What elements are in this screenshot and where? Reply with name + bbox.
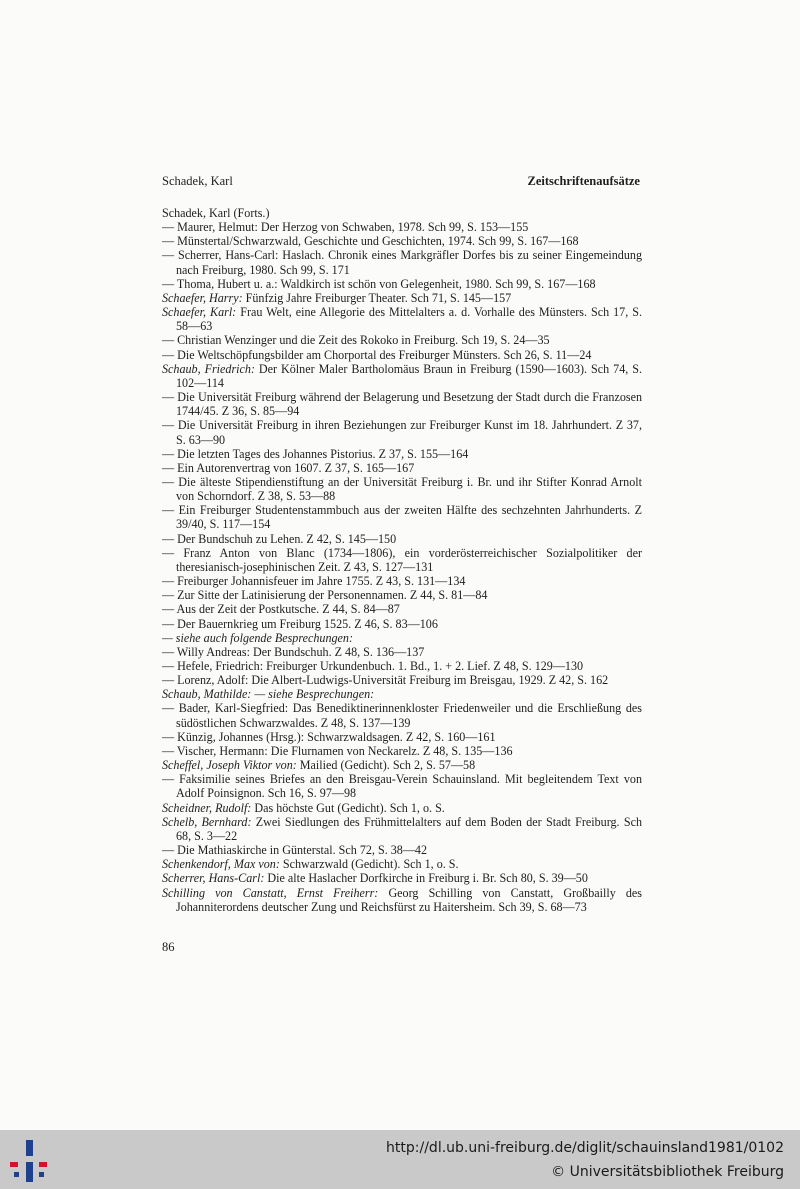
bibliography-entry (162, 701, 642, 729)
entry-text: — Thoma, Hubert u. a.: Waldkirch ist schön von Gelegenheit, 1980. Sch 99, S. 167—168 (162, 276, 596, 291)
entry-text: — Die Universität Freiburg während der Belagerung und Besetzung der Stadt durch die Franzosen 1744/45. Z 36, S. 85—94 (162, 390, 642, 419)
entry-author: Schaub, Mathilde: — siehe Besprechungen: (162, 687, 375, 702)
entry-text: — Bader, Karl-Siegfried: Das Benediktinerinnenkloster Friedenweiler und die Erschließung des südöstlichen Schwarzwaldes. Z 48, S. 137—139 (162, 701, 642, 730)
entry-text: Zwei Siedlungen des Frühmittelalters auf dem Boden der Stadt Freiburg. Sch 68, S. 3—22 (176, 814, 642, 843)
entry-text: — Franz Anton von Blanc (1734—1806), ein vorderösterreichischer Sozialpolitiker der theresianisch-josephinischen Zeit. Z 43, S. 127—131 (162, 545, 642, 574)
entry-text: — Die Weltschöpfungsbilder am Chorportal des Freiburger Münsters. Sch 26, S. 11—24 (162, 347, 592, 362)
bibliography-entry (162, 815, 642, 843)
running-head-right: Zeitschriftenaufsätze (527, 174, 640, 188)
bibliography-entry (162, 390, 642, 418)
entry-text: Schadek, Karl (Forts.) (162, 206, 270, 220)
entry-text: — Der Bauernkrieg um Freiburg 1525. Z 46, S. 83—106 (162, 616, 438, 631)
entry-text: — Aus der Zeit der Postkutsche. Z 44, S. 84—87 (162, 602, 400, 617)
entry-text: — Faksimilie seines Briefes an den Breisgau-Verein Schauinsland. Mit begleitendem Text von Adolf Poinsignon. Sch 16, S. 97—98 (162, 772, 642, 801)
bibliography-entry (162, 305, 642, 333)
entry-text: — Maurer, Helmut: Der Herzog von Schwaben, 1978. Sch 99, S. 153—155 (162, 220, 529, 235)
bibliography-entry (162, 801, 642, 815)
entry-author: Schenkendorf, Max von: (162, 857, 280, 872)
bibliography-entry (162, 503, 642, 531)
bibliography-entry (162, 574, 642, 588)
entry-text: Mailied (Gedicht). Sch 2, S. 57—58 (296, 758, 476, 773)
entry-text: Die alte Haslacher Dorfkirche in Freiburg i. Br. Sch 80, S. 39—50 (264, 871, 588, 886)
entry-author: Schilling von Canstatt, Ernst Freiherr: (162, 885, 379, 900)
copyright-text: © Universitätsbibliothek Freiburg (551, 1164, 784, 1180)
entry-text: — Münstertal/Schwarzwald, Geschichte und Geschichten, 1974. Sch 99, S. 167—168 (162, 234, 579, 249)
bibliography-entry (162, 348, 642, 362)
bibliography-entry (162, 602, 642, 616)
bibliography-entry (162, 617, 642, 631)
bibliography-entry (162, 843, 642, 857)
bibliography-entry (162, 220, 642, 234)
entry-text: — Christian Wenzinger und die Zeit des Rokoko in Freiburg. Sch 19, S. 24—35 (162, 333, 550, 348)
entry-author: Scheffel, Joseph Viktor von: (162, 758, 297, 773)
bibliography-entry (162, 546, 642, 574)
bibliography-entry (162, 475, 642, 503)
entry-text: Schwarzwald (Gedicht). Sch 1, o. S. (279, 857, 459, 872)
entry-text: — Die letzten Tages des Johannes Pistorius. Z 37, S. 155—164 (162, 446, 469, 461)
entry-text: — Lorenz, Adolf: Die Albert-Ludwigs-Universität Freiburg im Breisgau, 1929. Z 42, S. 162 (162, 673, 609, 688)
entry-text: — Vischer, Hermann: Die Flurnamen von Neckarelz. Z 48, S. 135—136 (162, 743, 513, 758)
entry-author: Schaub, Friedrich: (162, 361, 255, 376)
entry-text: Frau Welt, eine Allegorie des Mittelalters a. d. Vorhalle des Münsters. Sch 17, S. 58—63 (176, 305, 642, 334)
bibliography-entry (162, 532, 642, 546)
source-url-link[interactable]: http://dl.ub.uni-freiburg.de/diglit/schauinsland1981/0102 (386, 1140, 784, 1156)
entry-author: — siehe auch folgende Besprechungen: (162, 630, 353, 645)
entry-text: — Freiburger Johannisfeuer im Jahre 1755. Z 43, S. 131—134 (162, 574, 466, 589)
bibliography-entry (162, 631, 642, 645)
bibliography-entry (162, 645, 642, 659)
entry-text: Georg Schilling von Canstatt, Großbailly des Johanniterordens deutscher Zung und Reichsfürst zu Haitersheim. Sch 39, S. 68—73 (176, 885, 642, 914)
entry-text: — Scherrer, Hans-Carl: Haslach. Chronik eines Markgräfler Dorfes bis zu seiner Eingemeindung nach Freiburg, 1980. Sch 99, S. 171 (162, 248, 642, 277)
bibliography-entry (162, 291, 642, 305)
bibliography-entry (162, 730, 642, 744)
entry-text: — Willy Andreas: Der Bundschuh. Z 48, S. 136—137 (162, 644, 425, 659)
bibliography-entry (162, 673, 642, 687)
library-logo-icon (10, 1140, 50, 1182)
entry-author: Scherrer, Hans-Carl: (162, 871, 265, 886)
bibliography-list (162, 206, 642, 914)
running-head-left: Schadek, Karl (162, 174, 233, 188)
bibliography-entry (162, 234, 642, 248)
entry-text: — Die Mathiaskirche in Günterstal. Sch 72, S. 38—42 (162, 843, 428, 858)
bibliography-entry (162, 461, 642, 475)
bibliography-entry (162, 418, 642, 446)
footer-bar (0, 1130, 800, 1189)
bibliography-entry (162, 687, 642, 701)
entry-text: — Die älteste Stipendienstiftung an der Universität Freiburg i. Br. und ihr Stifter Konrad Arnolt von Schorndorf. Z 38, S. 53—88 (162, 474, 642, 504)
entry-text: — Zur Sitte der Latinisierung der Personennamen. Z 44, S. 81—84 (162, 588, 488, 603)
entry-text: — Ein Freiburger Studentenstammbuch aus der zweiten Hälfte des sechzehnten Jahrhunderts. Z 39/40, S. 117—154 (162, 503, 642, 532)
bibliography-entry (162, 758, 642, 772)
bibliography-entry (162, 206, 642, 220)
entry-author: Scheidner, Rudolf: (162, 800, 252, 815)
page-number: 86 (162, 940, 175, 954)
entry-text: — Künzig, Johannes (Hrsg.): Schwarzwaldsagen. Z 42, S. 160—161 (162, 729, 496, 744)
bibliography-entry (162, 744, 642, 758)
bibliography-entry (162, 447, 642, 461)
entry-text: Der Kölner Maler Bartholomäus Braun in Freiburg (1590—1603). Sch 74, S. 102—114 (176, 361, 642, 390)
bibliography-entry (162, 362, 642, 390)
bibliography-entry (162, 857, 642, 871)
bibliography-entry (162, 886, 642, 914)
entry-text: — Ein Autorenvertrag von 1607. Z 37, S. 165—167 (162, 460, 415, 475)
bibliography-entry (162, 871, 642, 885)
entry-text: — Die Universität Freiburg in ihren Beziehungen zur Freiburger Kunst im 18. Jahrhundert. Z 37, S. 63—90 (162, 418, 642, 447)
bibliography-entry (162, 248, 642, 276)
bibliography-entry (162, 772, 642, 800)
entry-text: Das höchste Gut (Gedicht). Sch 1, o. S. (251, 800, 445, 815)
entry-text: — Der Bundschuh zu Lehen. Z 42, S. 145—150 (162, 531, 397, 546)
entry-author: Schaefer, Karl: (162, 305, 237, 320)
entry-text: — Hefele, Friedrich: Freiburger Urkundenbuch. 1. Bd., 1. + 2. Lief. Z 48, S. 129—130 (162, 659, 584, 673)
entry-text: Fünfzig Jahre Freiburger Theater. Sch 71, S. 145—157 (242, 290, 512, 305)
entry-author: Schelb, Bernhard: (162, 814, 252, 829)
bibliography-entry (162, 659, 642, 673)
bibliography-entry (162, 588, 642, 602)
bibliography-entry (162, 277, 642, 291)
entry-author: Schaefer, Harry: (162, 290, 243, 305)
bibliography-entry (162, 333, 642, 347)
